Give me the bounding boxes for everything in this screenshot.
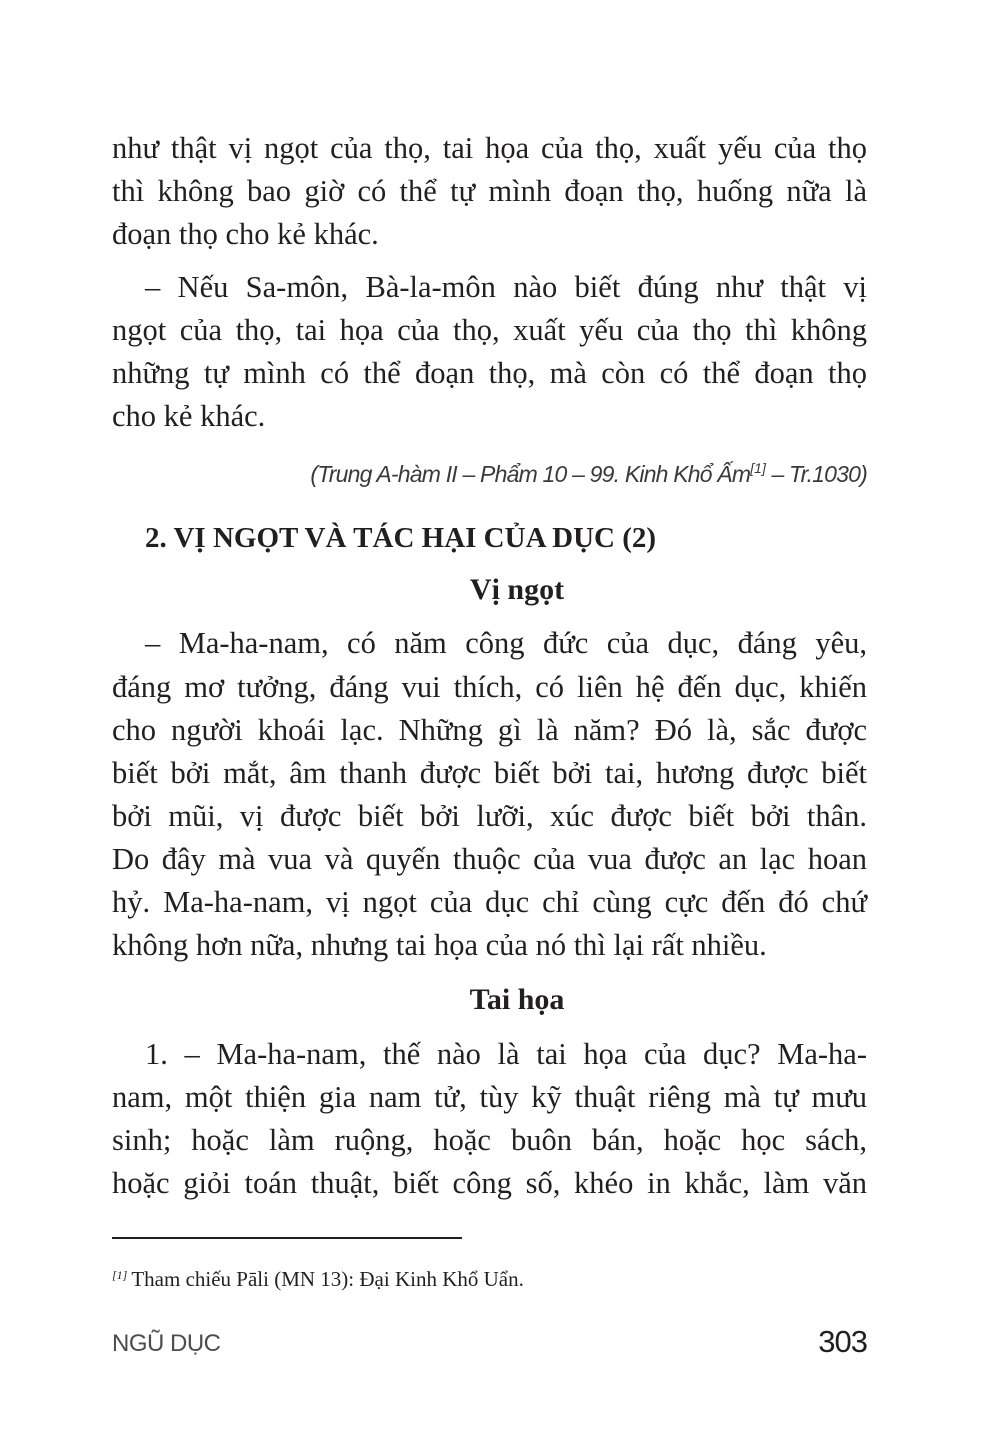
paragraph-line: cho người khoái lạc. Những gì là năm? Đó là, sắc được bbox=[112, 713, 867, 747]
paragraph-line: ngọt của thọ, tai họa của thọ, xuất yếu của thọ thì không bbox=[112, 313, 867, 347]
section-heading: 2. VỊ NGỌT VÀ TÁC HẠI CỦA DỤC (2) bbox=[145, 522, 657, 554]
paragraph-line: hoặc giỏi toán thuật, biết công số, khéo in khắc, làm văn bbox=[112, 1166, 867, 1200]
citation-text: (Trung A-hàm II – Phẩm 10 – 99. Kinh Khổ Ấm bbox=[310, 461, 751, 487]
footnote-separator bbox=[112, 1237, 462, 1239]
paragraph-line: thì không bao giờ có thể tự mình đoạn thọ, huống nữa là bbox=[112, 174, 867, 208]
paragraph-line: những tự mình có thể đoạn thọ, mà còn có thể đoạn thọ bbox=[112, 356, 867, 390]
footnote-text: Tham chiếu Pāli (MN 13): Đại Kinh Khổ Uẩn. bbox=[131, 1267, 524, 1291]
paragraph-line: biết bởi mắt, âm thanh được biết bởi tai, hương được biết bbox=[112, 756, 867, 790]
paragraph-line: như thật vị ngọt của thọ, tai họa của thọ, xuất yếu của thọ bbox=[112, 131, 867, 165]
footnote-reference[interactable]: [1] bbox=[750, 460, 766, 476]
paragraph-line: đáng mơ tưởng, đáng vui thích, có liên hệ đến dục, khiến bbox=[112, 670, 867, 704]
paragraph-line: nam, một thiện gia nam tử, tùy kỹ thuật riêng mà tự mưu bbox=[112, 1080, 867, 1114]
paragraph-line: hỷ. Ma-ha-nam, vị ngọt của dục chỉ cùng cực đến đó chứ bbox=[112, 885, 867, 919]
paragraph-line: – Nếu Sa-môn, Bà-la-môn nào biết đúng như thật vị bbox=[145, 270, 867, 304]
paragraph-line: – Ma-ha-nam, có năm công đức của dục, đáng yêu, bbox=[145, 626, 867, 660]
citation-tail: – Tr.1030) bbox=[765, 461, 867, 487]
footnote bbox=[112, 1259, 524, 1291]
paragraph-line: sinh; hoặc làm ruộng, hoặc buôn bán, hoặc học sách, bbox=[112, 1123, 867, 1157]
citation bbox=[112, 448, 867, 488]
paragraph-line: cho kẻ khác. bbox=[112, 399, 266, 433]
subheading-sweetness: Vị ngọt bbox=[469, 573, 565, 606]
paragraph-line: 1. – Ma-ha-nam, thế nào là tai họa của dục? Ma-ha- bbox=[145, 1037, 867, 1071]
paragraph-line: không hơn nữa, nhưng tai họa của nó thì lại rất nhiều. bbox=[112, 928, 767, 962]
page-number: 303 bbox=[818, 1324, 867, 1359]
running-title: NGŨ DỤC bbox=[112, 1330, 221, 1357]
subheading-danger: Tai họa bbox=[469, 983, 565, 1016]
paragraph-line: đoạn thọ cho kẻ khác. bbox=[112, 217, 379, 251]
footnote-marker: [1] bbox=[112, 1268, 128, 1282]
paragraph-line: Do đây mà vua và quyến thuộc của vua được an lạc hoan bbox=[112, 842, 867, 876]
paragraph-line: bởi mũi, vị được biết bởi lưỡi, xúc được biết bởi thân. bbox=[112, 799, 867, 833]
